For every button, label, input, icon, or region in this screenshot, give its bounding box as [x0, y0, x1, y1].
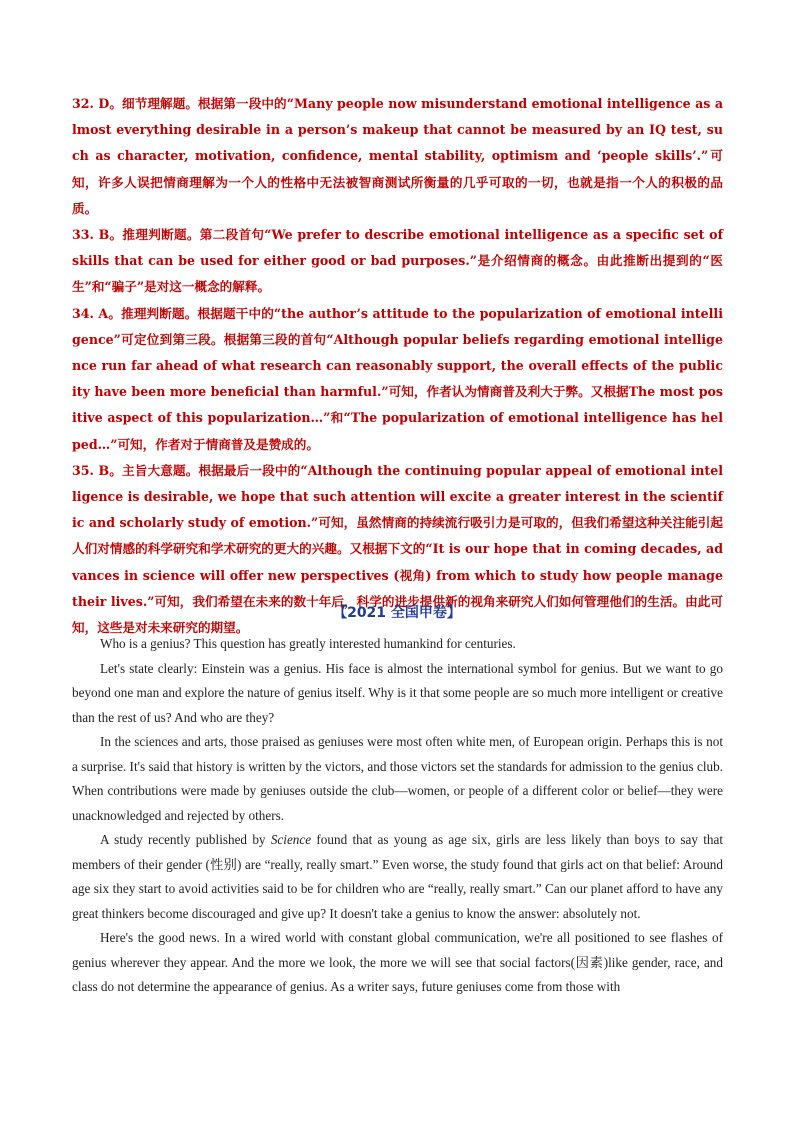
passage-paragraph-4: [72, 828, 723, 926]
passage-paragraph-3: In the sciences and arts, those praised as geniuses were most often white men, of European origin. Perhaps this is not a surprise. It's said that history is written by the victors, and those victors set the standards for admission to the genius club. When contributions were made by geniuses outside the club—women, or people of a different color or belief—they were unacknowledged and rejected by others.: [72, 734, 723, 823]
paragraph-4-rest: found that as young as age six, girls are less likely than boys to say that members of their gender (性别) are “really, really smart.” Even worse, the study found that girls act on that belief: Around age six they start to avoid activities said to be for children who are “really, really smart.” Can our planet afford to have any great thinkers become discouraged and give up? It doesn't take a genius to know the answer: absolutely not.: [72, 832, 723, 921]
journal-name: Science: [270, 832, 312, 847]
answer-33: 33. B。推理判断题。第二段首句“We prefer to describe emotional intelligence as a specific set of skills that can be used for either good or bad purposes.”是介绍情商的概念。由此推断出提到的“医生”和“骗子”是对这一概念的解释。: [72, 227, 723, 295]
answer-34: 34. A。推理判断题。根据题干中的“the author’s attitude to the popularization of emotional intelligence”可定位到第三段。根据第三段的首句“Although popular beliefs regarding emotional intelligence run far ahead of what research can reasonably support, the overall effects of the publicity have been more beneficial than harmful.”可知，作者认为情商普及利大于弊。又根据The most positive aspect of this popularization…”和“The popularization of emotional intelligence has helped…”可知，作者对于情商普及是赞成的。: [72, 305, 723, 452]
answer-32: 32. D。细节理解题。根据第一段中的“Many people now misunderstand emotional intelligence as almost everything desirable in a person’s makeup that cannot be measured by an IQ test, such as character, motivation, confidence, mental stability, optimism and ‘people skills’.”可知，许多人误把情商理解为一个人的性格中无法被智商测试所衡量的几乎可取的一切，也就是指一个人的积极的品质。: [72, 96, 723, 216]
answer-explanations: [72, 91, 723, 641]
reading-passage: [72, 632, 723, 1000]
passage-paragraph-5: Here's the good news. In a wired world with constant global communication, we're all positioned to see flashes of genius wherever they appear. And the more we look, the more we will see that social factors(因素)like gender, race, and class do not determine the appearance of genius. As a writer says, future geniuses come from those with: [72, 930, 723, 994]
paragraph-4-lead: A study recently published by: [100, 832, 271, 847]
passage-paragraph-1: Who is a genius? This question has greatly interested humankind for centuries.: [100, 636, 516, 651]
passage-paragraph-2: Let's state clearly: Einstein was a genius. His face is almost the international symbol for genius. But we want to go beyond one man and explore the nature of genius itself. Why is it that some people are so much more intelligent or creative than the rest of us? And who are they?: [72, 660, 723, 725]
section-title: 【2021 全国甲卷】: [333, 605, 461, 621]
answer-35: 35. B。主旨大意题。根据最后一段中的“Although the continuing popular appeal of emotional intelligence is desirable, we hope that such attention will excite a greater interest in the scientific and scholarly study of emotion.”可知，虽然情商的持续流行吸引力是可取的，但我们希望这种关注能引起人们对情感的科学研究和学术研究的更大的兴趣。又根据下文的“It is our hope that in coming decades, advances in science will offer new perspectives (视角) from which to study how people manage their lives.”可知，我们希望在未来的数十年后，科学的进步提供新的视角来研究人们如何管理他们的生活。由此可知，这些是对未来研究的期望。: [72, 462, 723, 636]
